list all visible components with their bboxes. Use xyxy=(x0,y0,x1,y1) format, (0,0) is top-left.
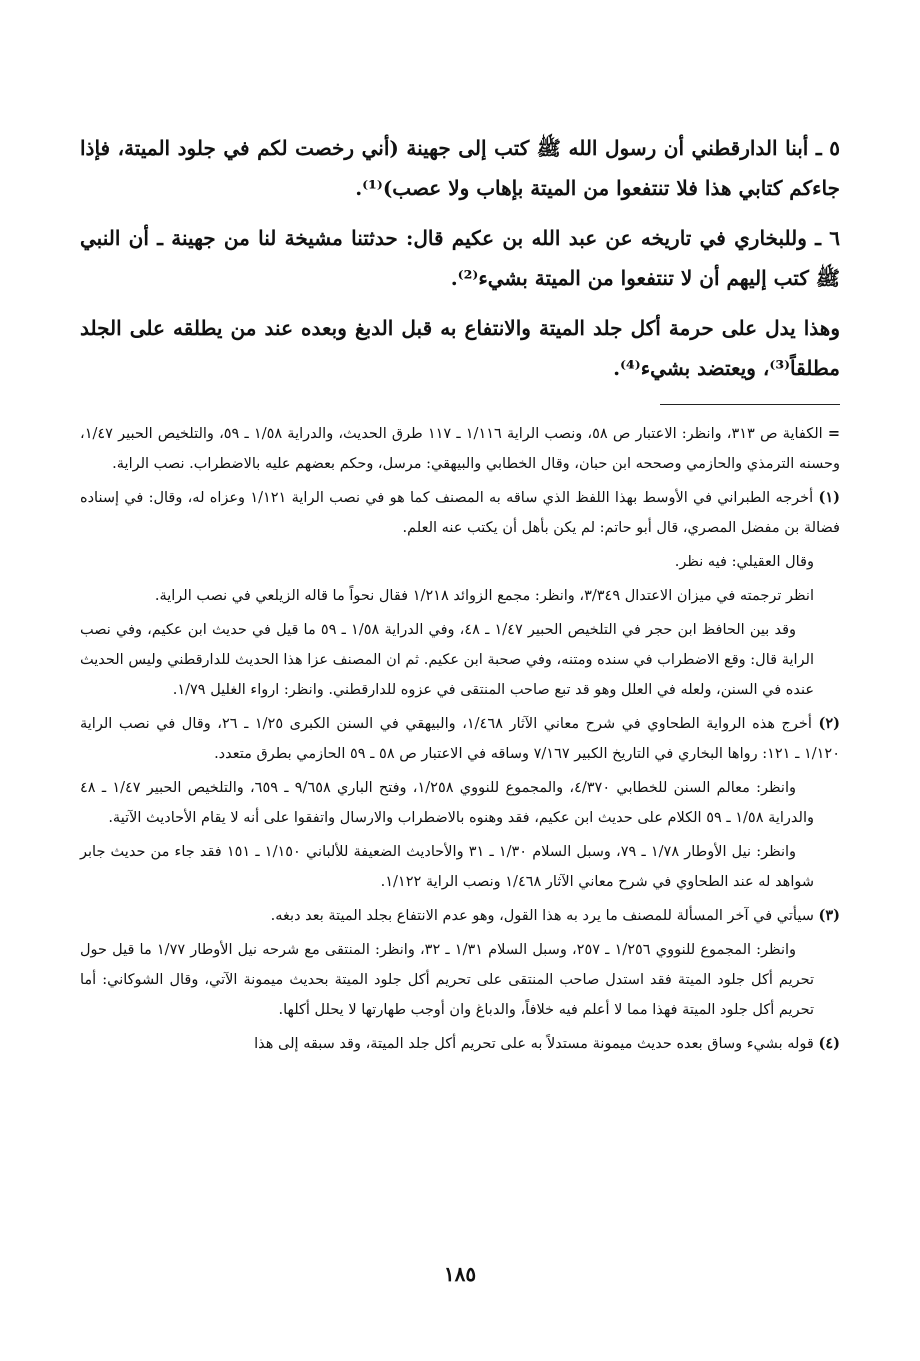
footnote-1-note: وقال العقيلي: فيه نظر. xyxy=(674,554,814,570)
footnote-continuation xyxy=(80,419,840,479)
footnote-marker: (١) xyxy=(818,489,841,506)
footnote-text: الكفاية ص ٣١٣، وانظر: الاعتبار ص ٥٨، ونصب الراية ١/١١٦ ـ ١١٧ طرق الحديث، والدراية ١/٥٨ ـ ٥٩، والتلخيص الحبير ١/٤٧، وحسنه الترمذي والحازمي وصححه ابن حبان، وقال الخطابي والبيهقي: مرسل، وحكم بعضهم عليه بالاضطراب. نصب الراية. xyxy=(80,426,840,472)
footnote-4 xyxy=(80,1029,840,1059)
footnote-text: أخرجه الطبراني في الأوسط بهذا اللفظ الذي ساقه به المصنف كما هو في نصب الراية ١/١٢١ وعزاه له، وقال: في إسناده فضالة بن مفضل المصري، قال أبو حاتم: لم يكن بأهل أن يكتب عنه العلم. xyxy=(80,490,840,536)
footnote-marker: (٤) xyxy=(818,1035,840,1052)
footnote-marker: = xyxy=(827,425,841,442)
footnote-2 xyxy=(80,709,840,769)
footnotes xyxy=(80,419,840,1059)
page-number: ١٨٥ xyxy=(443,1262,477,1286)
footnote-1-note: وقد بين الحافظ ابن حجر في التلخيص الحبير ١/٤٧ ـ ٤٨، وفي الدراية ١/٥٨ ـ ٥٩ ما قيل في حديث ابن عكيم، وفي نصب الراية قال: وقع الاضطراب في سنده ومتنه، وفي صحبة ابن عكيم. ثم ان المصنف عزا هذا الحديث للدارقطني وليس الحديث عنده في السنن، ولعله في العلل وهو قد تبع صاحب المنتقى في عزوه للدارقطني. وانظر: ارواء الغليل ١/٧٩. xyxy=(80,622,814,698)
footnote-2-note: وانظر: معالم السنن للخطابي ٤/٣٧٠، والمجموع للنووي ١/٢٥٨، وفتح الباري ٩/٦٥٨ ـ ٦٥٩، والتلخيص الحبير ١/٤٧ ـ ٤٨ والدراية ١/٥٨ ـ ٥٩ الكلام على حديث ابن عكيم، فقد وهنوه بالاضطراب والارسال واتفقوا على أنه لا يقام الأحاديث الآتية. xyxy=(80,780,814,826)
main-text xyxy=(80,128,840,388)
footnote-1 xyxy=(80,483,840,543)
footnote-text: سيأتي في آخر المسألة للمصنف ما يرد به هذا القول، وهو عدم الانتفاع بجلد الميتة بعد دبغه. xyxy=(270,908,814,924)
footnote-marker: (٢) xyxy=(818,715,841,732)
paragraph-conclusion: وهذا يدل على حرمة أكل جلد الميتة والانتفاع به قبل الدبغ وبعده عند من يطلقه على الجلد مطلقاً⁽³⁾، ويعتضد بشيء⁽⁴⁾. xyxy=(80,316,840,380)
footnote-text: أخرج هذه الرواية الطحاوي في شرح معاني الآثار ١/٤٦٨، والبيهقي في السنن الكبرى ١/٢٥ ـ ٢٦، وقال في نصب الراية ١/١٢٠ ـ ١٢١: رواها البخاري في التاريخ الكبير ٧/١٦٧ وساقه في الاعتبار ص ٥٨ ـ ٥٩ الحازمي بطرق متعدد. xyxy=(80,716,840,762)
paragraph-hadith-6: ٦ ـ وللبخاري في تاريخه عن عبد الله بن عكيم قال: حدثتنا مشيخة لنا من جهينة ـ أن النبي ﷺ كتب إليهم أن لا تنتفعوا من الميتة بشيء⁽²⁾. xyxy=(80,226,840,290)
footnote-2-note: وانظر: نيل الأوطار ١/٧٨ ـ ٧٩، وسبل السلام ١/٣٠ ـ ٣١ والأحاديث الضعيفة للألباني ١/١٥٠ ـ ١٥١ فقد جاء من حديث جابر شواهد له عند الطحاوي في شرح معاني الآثار ١/٤٦٨ ونصب الراية ١/١٢٢. xyxy=(80,844,814,890)
footnote-3-note: وانظر: المجموع للنووي ١/٢٥٦ ـ ٢٥٧، وسبل السلام ١/٣١ ـ ٣٢، وانظر: المنتقى مع شرحه نيل الأوطار ١/٧٧ ما قيل حول تحريم أكل جلود الميتة فقد استدل صاحب المنتقى على تحريم أكل جلود الميتة بحديث ميمونة الآتي، وقال الشوكاني: أما تحريم أكل جلود الميتة فهذا مما لا أعلم فيه خلافاً، والدباغ وان أوجب طهارتها لا يحلل أكلها. xyxy=(80,942,814,1018)
footnote-marker: (٣) xyxy=(818,907,840,924)
footnote-1-note: انظر ترجمته في ميزان الاعتدال ٣/٣٤٩، وانظر: مجمع الزوائد ١/٢١٨ فقال نحواً ما قاله الزيلعي في نصب الراية. xyxy=(154,588,814,604)
footnote-separator xyxy=(660,404,840,405)
paragraph-hadith-5: ٥ ـ أبنا الدارقطني أن رسول الله ﷺ كتب إلى جهينة (أني رخصت لكم في جلود الميتة، فإذا جاءكم كتابي هذا فلا تنتفعوا من الميتة بإهاب ولا عصب)⁽¹⁾. xyxy=(80,136,840,200)
footnote-text: قوله بشيء وساق بعده حديث ميمونة مستدلاً به على تحريم أكل جلد الميتة، وقد سبقه إلى هذا xyxy=(254,1036,814,1052)
footnote-3 xyxy=(80,901,840,931)
